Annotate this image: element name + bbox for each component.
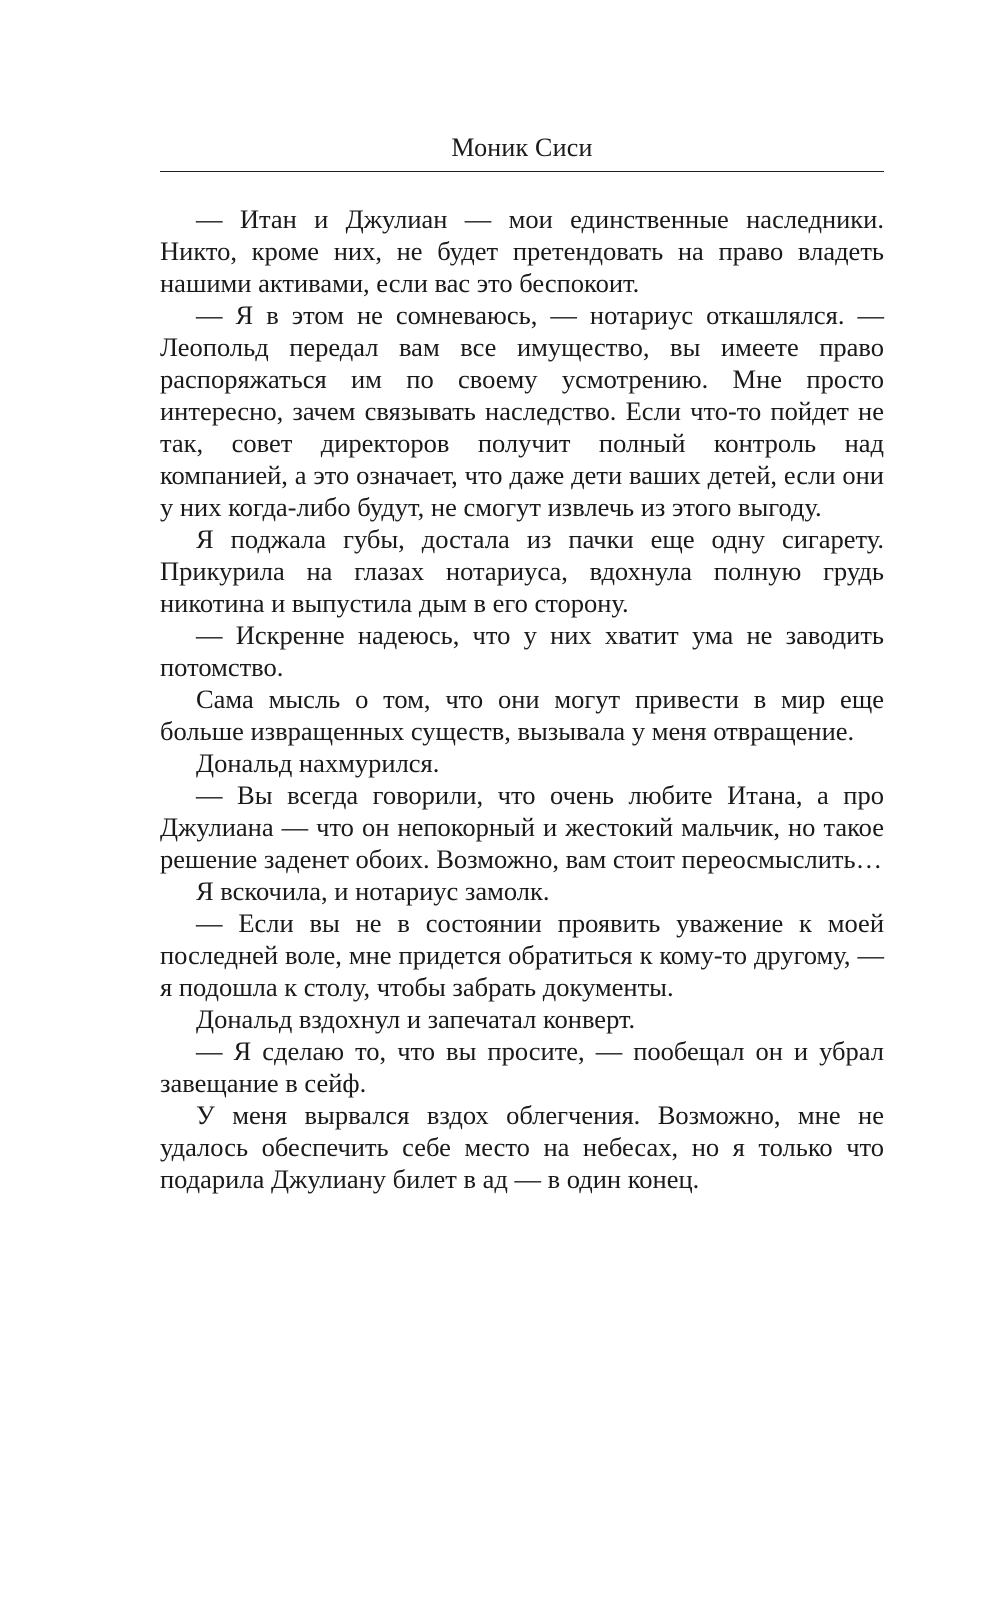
paragraph-5: Сама мысль о том, что они могут привести в мир еще больше извращенных существ, вызывала у меня отвращение. [160,684,884,746]
paragraph-6: Дональд нахмурился. [196,748,440,778]
paragraph-11: — Я сделаю то, что вы просите, — пообещал он и убрал завещание в сейф. [160,1036,884,1098]
running-head-author: Моник Сиси [451,133,593,162]
paragraph-1: — Итан и Джулиан — мои единственные наследники. Никто, кроме них, не будет претендовать на право владеть нашими активами, если вас это беспокоит. [160,204,884,298]
paragraph-2: — Я в этом не сомневаюсь, — нотариус откашлялся. — Леопольд передал вам все имущество, вы имеете право распоряжаться им по своему усмотрению. Мне просто интересно, зачем связывать наследство. Если что-то пойдет не так, совет директоров получит полный контроль над компанией, а это означает, что даже дети ваших детей, если они у них когда-либо будут, не смогут извлечь из этого выгоду. [160,300,884,522]
header-rule [160,171,884,172]
paragraph-7: — Вы всегда говорили, что очень любите Итана, а про Джулиана — что он непокорный и жестокий мальчик, но такое решение заденет обоих. Возможно, вам стоит переосмыслить… [160,780,884,874]
paragraph-8: Я вскочила, и нотариус замолк. [196,876,550,906]
paragraph-3: Я поджала губы, достала из пачки еще одну сигарету. Прикурила на глазах нотариуса, вдохнула полную грудь никотина и выпустила дым в его сторону. [160,524,884,618]
body-text [160,203,884,1195]
paragraph-10: Дональд вздохнул и запечатал конверт. [196,1004,636,1034]
paragraph-9: — Если вы не в состоянии проявить уважение к моей последней воле, мне придется обратиться к кому-то другому, — я подошла к столу, чтобы забрать документы. [160,908,884,1002]
paragraph-4: — Искренне надеюсь, что у них хватит ума не заводить потомство. [160,620,884,682]
paragraph-12: У меня вырвался вздох облегчения. Возможно, мне не удалось обеспечить себе место на небесах, но я только что подарила Джулиану билет в ад — в один конец. [160,1100,884,1194]
